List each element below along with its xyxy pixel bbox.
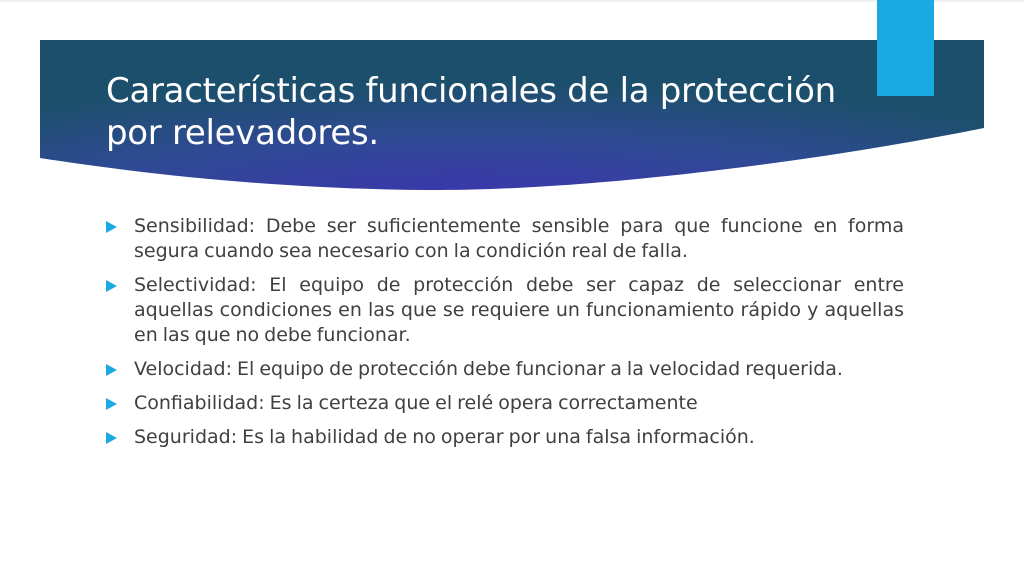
slide-title: Características funcionales de la protección por relevadores. (106, 71, 836, 153)
bullet-text: Seguridad: Es la habilidad de no operar por una falsa información. (134, 426, 755, 448)
bullet-text: Selectividad: El equipo de protección debe ser capaz de seleccionar entre aquellas condiciones en las que se requiere un funcionamiento rápido y aquellas en las que no debe funcionar. (134, 274, 904, 346)
bullet-text: Sensibilidad: Debe ser suficientemente sensible para que funcione en forma segura cuando sea necesario con la condición real de falla. (134, 215, 904, 262)
bullet-item (104, 273, 904, 348)
triangle-right-icon (106, 280, 117, 292)
triangle-right-icon (106, 432, 117, 444)
bullet-item (104, 391, 904, 416)
bullet-text: Velocidad: El equipo de protección debe funcionar a la velocidad requerida. (134, 358, 843, 380)
accent-tab (877, 0, 934, 96)
bullet-text: Confiabilidad: Es la certeza que el relé opera correctamente (134, 392, 698, 414)
bullet-list (104, 214, 904, 459)
triangle-right-icon (106, 364, 117, 376)
triangle-right-icon (106, 398, 117, 410)
top-divider (0, 0, 1024, 2)
bullet-item (104, 214, 904, 264)
triangle-right-icon (106, 221, 117, 233)
bullet-item (104, 357, 904, 382)
bullet-item (104, 425, 904, 450)
